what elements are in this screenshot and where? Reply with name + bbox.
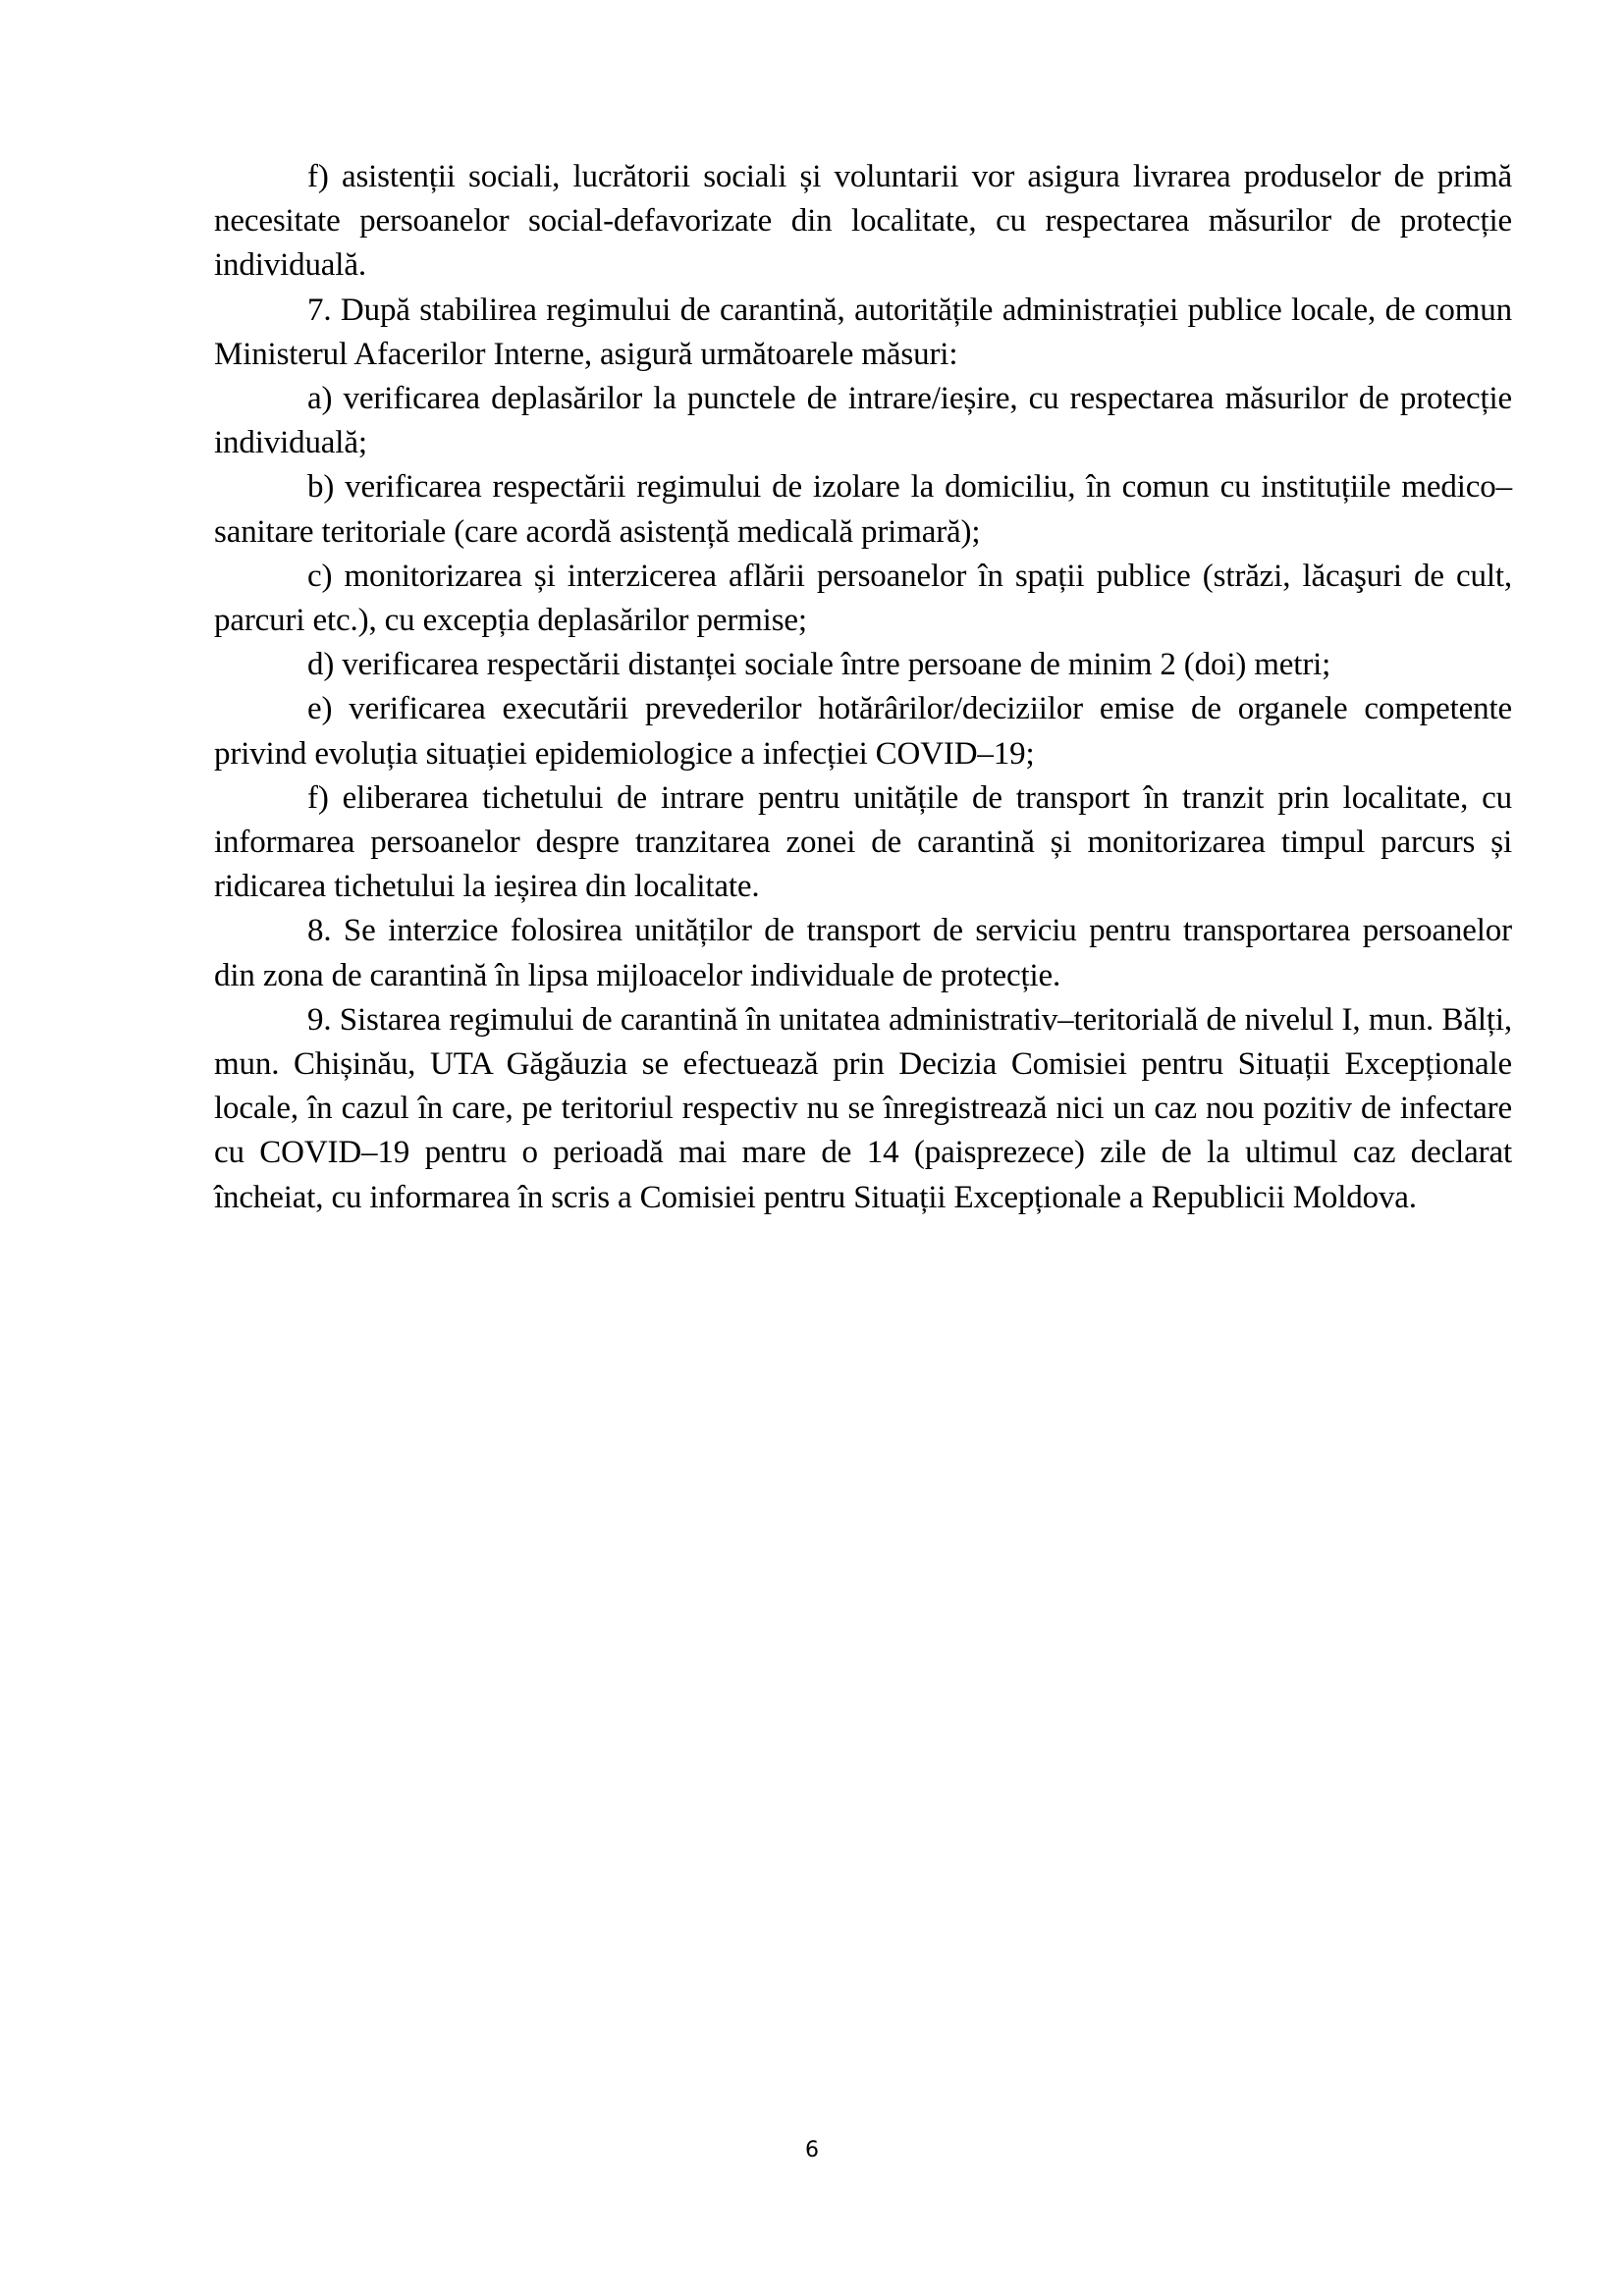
document-body [214, 155, 1512, 1220]
paragraph-7c-public-spaces: c) monitorizarea și interzicerea aflării persoanelor în spații publice (străzi, lăcaşuri de cult, parcuri etc.), cu excepția deplasărilor permise; [214, 558, 1512, 639]
paragraph-7b-home-isolation: b) verificarea respectării regimului de izolare la domiciliu, în comun cu instituțiile medico–sanitare teritoriale (care acordă asistență medicală primară); [214, 469, 1512, 550]
paragraph-6f-social-workers: f) asistenții sociali, lucrătorii sociali și voluntarii vor asigura livrarea produselor de primă necesitate persoanelor social-defavorizate din localitate, cu respectarea măsurilor de protecție individuală. [214, 159, 1512, 284]
paragraph-7d-social-distance: d) verificarea respectării distanței sociale între persoane de minim 2 (doi) metri; [307, 647, 1331, 683]
paragraph-9-quarantine-suspension: 9. Sistarea regimului de carantină în unitatea administrativ–teritorială de nivelul I, mun. Bălți, mun. Chișinău, UTA Găgăuzia se efectuează prin Decizia Comisiei pentru Situații Excepționale locale, în cazul în care, pe teritoriul respectiv nu se înregistrează nici un caz nou pozitiv de infectare cu COVID–19 pentru o perioadă mai mare de 14 (paisprezece) zile de la ultimul caz declarat încheiat, cu informarea în scris a Comisiei pentru Situații Excepționale a Republicii Moldova. [214, 1001, 1512, 1215]
page-number: 6 [805, 2138, 819, 2163]
paragraph-7a-entry-exit-checks: a) verificarea deplasărilor la punctele de intrare/ieșire, cu respectarea măsurilor de protecție individuală; [214, 381, 1512, 461]
paragraph-7-measures-intro: 7. După stabilirea regimului de carantină, autoritățile administrației publice locale, de comun Ministerul Afacerilor Interne, asigură următoarele măsuri: [214, 292, 1512, 372]
paragraph-7e-decisions-enforcement: e) verificarea executării prevederilor hotărârilor/deciziilor emise de organele competente privind evoluția situației epidemiologice a infecției COVID–19; [214, 691, 1512, 772]
paragraph-7f-transit-ticket: f) eliberarea tichetului de intrare pentru unitățile de transport în tranzit prin localitate, cu informarea persoanelor despre tranzitarea zonei de carantină și monitorizarea timpul parcurs și ridicarea tichetului la ieșirea din localitate. [214, 779, 1512, 905]
paragraph-8-service-transport: 8. Se interzice folosirea unităților de transport de serviciu pentru transportarea persoanelor din zona de carantină în lipsa mijloacelor individuale de protecție. [214, 913, 1512, 993]
